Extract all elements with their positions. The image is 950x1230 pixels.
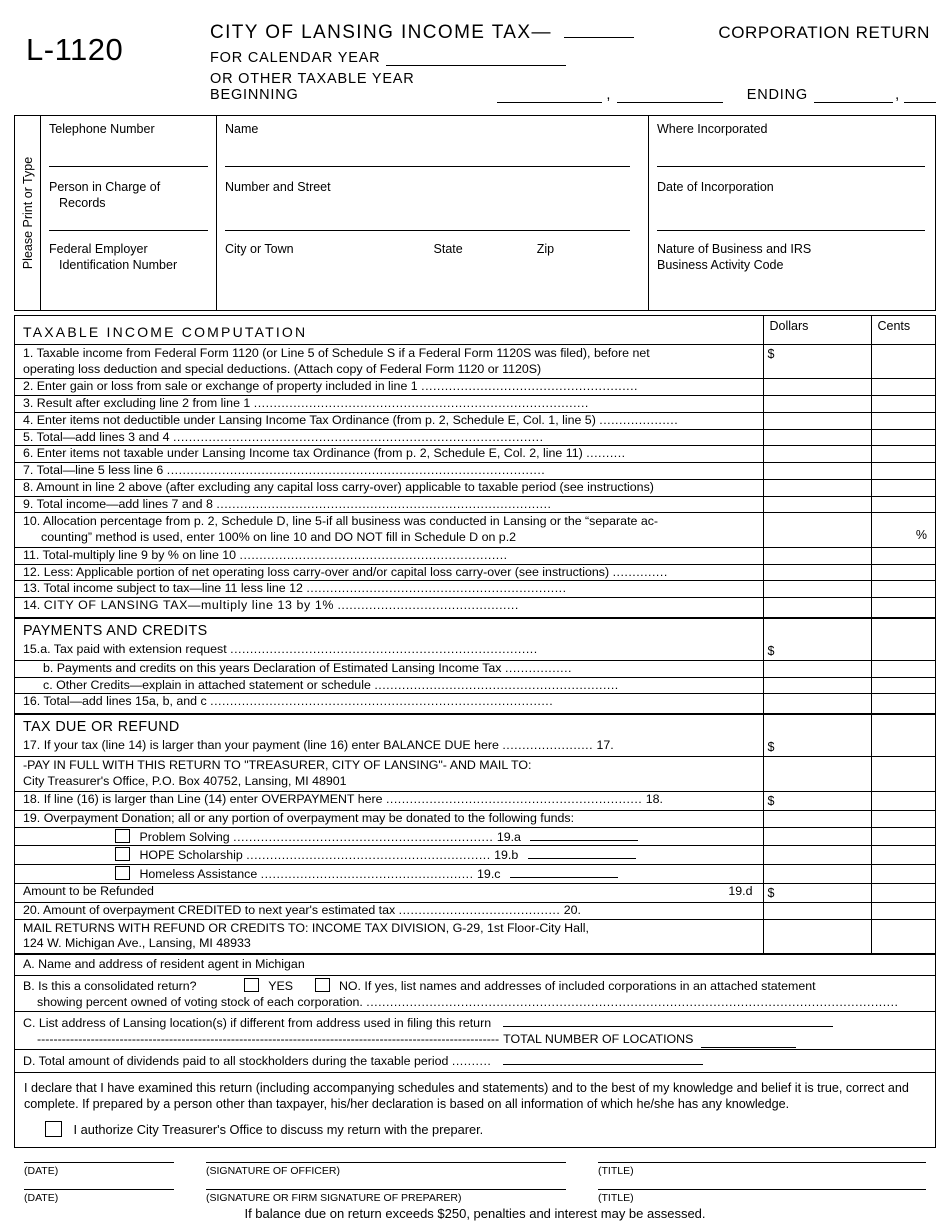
computation-box	[14, 315, 936, 1148]
homeless-assistance-amount-input[interactable]	[510, 865, 618, 878]
begin-year-input[interactable]	[617, 88, 723, 103]
donation-label: Problem Solving	[139, 829, 230, 844]
line19b-cents-input[interactable]	[871, 846, 935, 865]
line15a-cents-input[interactable]	[871, 642, 935, 661]
officer-signature-label: (SIGNATURE OF OFFICER)	[206, 1165, 340, 1178]
where-incorporated-cell[interactable]	[649, 116, 935, 174]
total-locations-input[interactable]	[701, 1035, 796, 1048]
question-b-label: B. Is this a consolidated return?	[23, 978, 197, 993]
line19c-cents-input[interactable]	[871, 865, 935, 884]
line14-cents-input[interactable]	[871, 598, 935, 618]
line-text: Other Credits—explain in attached statement or schedule	[56, 677, 371, 692]
line-text: Less: Applicable portion of net operating loss carry-over and/or capital loss carry-over (see instructions)	[43, 564, 610, 579]
line-text: CITY OF LANSING TAX—multiply line 13 by 1%	[43, 598, 334, 613]
ending-label: ENDING	[746, 87, 808, 103]
person-in-charge-label: Person in Charge of	[49, 180, 161, 194]
line20-dollars-input[interactable]	[763, 902, 871, 919]
question-c-label: C. List address of Lansing location(s) if different from address used in filing this return	[23, 1016, 492, 1031]
line20-ref: 20.	[563, 902, 581, 917]
line11-dollars-input[interactable]	[763, 547, 871, 564]
leader-dots	[157, 884, 161, 898]
taxdue-dollars-spacer	[763, 715, 871, 739]
question-c-total	[15, 1032, 935, 1050]
telephone-cell[interactable]	[41, 116, 216, 174]
line-no: 4.	[23, 412, 34, 427]
line-no: 20.	[23, 902, 41, 917]
line-no: b.	[43, 660, 54, 675]
leader-dots: ..................................................................	[233, 829, 494, 844]
problem-solving-amount-input[interactable]	[530, 828, 638, 841]
form-header	[14, 0, 936, 103]
officer-signature-field[interactable]	[206, 1162, 566, 1177]
dollar-sign: $	[767, 740, 775, 755]
mail-cents-cell[interactable]	[871, 919, 935, 954]
line17-cents-input[interactable]	[871, 738, 935, 757]
refund-ref: 19.d	[728, 883, 753, 898]
form-title: CITY OF LANSING INCOME TAX—	[210, 22, 552, 43]
line18-ref: 18.	[645, 791, 663, 806]
authorize-preparer-label: I authorize City Treasurer's Office to discuss my return with the preparer.	[73, 1122, 484, 1138]
declaration-text: I declare that I have examined this return (including accompanying schedules and statements) and to the best of my knowledge and belief it is true, correct and complete. If prepared by a person other than taxpayer, his/her declaration is based on all information of which he/she has any knowledge.	[24, 1080, 909, 1112]
line-no: 12.	[23, 564, 41, 579]
calendar-year-label: FOR CALENDAR YEAR	[210, 50, 381, 66]
leader-dots: ..............................................................................	[230, 641, 538, 656]
consolidated-no-checkbox[interactable]	[315, 978, 330, 992]
tax-due-refund-table	[15, 714, 935, 954]
begin-comma: ,	[606, 87, 612, 103]
cents-column-header: Cents	[871, 316, 935, 344]
payinfull-cents-cell[interactable]	[871, 757, 935, 792]
question-d-label: D. Total amount of dividends paid to all stockholders during the taxable period	[23, 1053, 449, 1068]
problem-solving-checkbox[interactable]	[115, 829, 130, 843]
line19-dollars-cell[interactable]	[763, 810, 871, 827]
line20-cents-input[interactable]	[871, 902, 935, 919]
title-1-label: (TITLE)	[598, 1165, 634, 1178]
line19b-dollars-input[interactable]	[763, 846, 871, 865]
line-no: 19.	[23, 810, 41, 825]
tax-due-heading: TAX DUE OR REFUND	[23, 719, 180, 736]
dollar-sign: $	[767, 643, 775, 658]
date-1-field[interactable]	[24, 1162, 174, 1177]
payments-credits-table	[15, 618, 935, 714]
line-text: Result after excluding line 2 from line 1	[36, 396, 251, 411]
question-c	[15, 1012, 935, 1032]
line19d-dollars-input[interactable]	[763, 883, 871, 902]
line2-cents-input[interactable]	[871, 379, 935, 396]
mail-dollars-cell[interactable]	[763, 919, 871, 954]
line-text: Total income subject to tax—line 11 less line 12	[43, 581, 303, 596]
dollars-column-header: Dollars	[763, 316, 871, 344]
date-incorporation-cell[interactable]	[649, 174, 935, 236]
state-label: State	[433, 242, 463, 256]
line15b-dollars-input[interactable]	[763, 660, 871, 677]
line-no: 3.	[23, 396, 34, 411]
line1-cents-input[interactable]	[871, 344, 935, 379]
line6-dollars-input[interactable]	[763, 446, 871, 463]
consolidated-no-label: NO. If yes, list names and addresses of included corporations in an attached statement	[338, 978, 816, 993]
line17-dollars-input[interactable]	[763, 738, 871, 757]
line-no: 18.	[23, 791, 41, 806]
line-no: 13.	[23, 581, 41, 596]
line-no: 2.	[23, 379, 34, 394]
dollar-sign: $	[767, 885, 775, 900]
line16-cents-input[interactable]	[871, 694, 935, 714]
line15a-dollars-input[interactable]	[763, 642, 871, 661]
line-text: Total-multiply line 9 by % on line 10	[42, 547, 237, 562]
line16-dollars-input[interactable]	[763, 694, 871, 714]
donation-label: Homeless Assistance	[139, 867, 258, 882]
line-no: 7.	[23, 463, 34, 478]
payments-cents-spacer	[871, 618, 935, 642]
city-label: City or Town	[225, 242, 294, 256]
zip-label: Zip	[536, 242, 555, 256]
question-b-cont-label: showing percent owned of voting stock of each corporation.	[37, 994, 363, 1009]
line-text: operating loss deduction and special deductions. (Attach copy of Federal Form 1120 or 1120S)	[23, 361, 542, 376]
line6-cents-input[interactable]	[871, 446, 935, 463]
line8-cents-input[interactable]	[871, 479, 935, 496]
line13-cents-input[interactable]	[871, 581, 935, 598]
taxable-income-heading: TAXABLE INCOME COMPUTATION	[23, 324, 308, 340]
dollar-sign: $	[767, 346, 775, 361]
line-no: 14.	[23, 598, 41, 613]
line-text: Total income—add lines 7 and 8	[36, 496, 213, 511]
total-locations-label: TOTAL NUMBER OF LOCATIONS	[503, 1032, 694, 1047]
amount-refunded-label: Amount to be Refunded	[23, 883, 154, 898]
name-label: Name	[225, 122, 259, 136]
signature-row-2	[14, 1189, 936, 1204]
line-text: Payments and credits on this years Declaration of Estimated Lansing Income Tax	[56, 660, 502, 675]
line11-cents-input[interactable]	[871, 547, 935, 564]
name-cell[interactable]	[217, 116, 648, 174]
street-label: Number and Street	[225, 180, 331, 194]
line18-dollars-input[interactable]	[763, 791, 871, 810]
question-a	[15, 955, 935, 976]
end-comma: ,	[895, 87, 900, 103]
line-no: 8.	[23, 479, 34, 494]
line-no: 17.	[23, 738, 41, 753]
line-text: Allocation percentage from p. 2, Schedule D, line 5-if all business was conducted in Lansing or the “separate ac-	[43, 514, 659, 529]
fein-label: Federal Employer	[49, 242, 148, 256]
line-text: Tax paid with extension request	[53, 641, 227, 656]
percent-sign: %	[915, 528, 927, 543]
preparer-signature-label: (SIGNATURE OR FIRM SIGNATURE OF PREPARER)	[206, 1192, 462, 1205]
form-number: L-1120	[26, 32, 124, 67]
authorize-preparer-checkbox[interactable]	[45, 1121, 62, 1137]
person-in-charge-label2: Records	[59, 195, 106, 210]
other-year-label: OR OTHER TAXABLE YEAR BEGINNING	[210, 71, 415, 103]
leader-dots: .....................................................................................	[216, 496, 552, 511]
leader-dots: ..............................................	[337, 598, 519, 613]
line-text: Total—line 5 less line 6	[36, 463, 164, 478]
payinfull-dollars-cell[interactable]	[763, 757, 871, 792]
taxpayer-info-box	[14, 115, 936, 311]
line10-percent-cell[interactable]	[871, 513, 935, 548]
homeless-assistance-checkbox[interactable]	[115, 866, 130, 880]
line4-cents-input[interactable]	[871, 412, 935, 429]
mail-returns-address: 124 W. Michigan Ave., Lansing, MI 48933	[23, 936, 251, 951]
questions-section	[15, 954, 935, 1073]
leader-dots: ..................................................................	[306, 581, 567, 596]
preparer-signature-field[interactable]	[206, 1189, 566, 1204]
line7-cents-input[interactable]	[871, 463, 935, 480]
line-text: If line (16) is larger than Line (14) enter OVERPAYMENT here	[43, 791, 383, 806]
date-2-label: (DATE)	[24, 1192, 59, 1205]
line14-dollars-input[interactable]	[763, 598, 871, 618]
leader-dots: ..............................................................................................	[172, 429, 544, 444]
question-d	[15, 1050, 935, 1073]
line17-ref: 17.	[596, 738, 614, 753]
line5-cents-input[interactable]	[871, 429, 935, 446]
leader-dots: ....................................................................	[239, 547, 508, 562]
line3-cents-input[interactable]	[871, 396, 935, 413]
dash-leader: ----------------------------------------------------------------------------------------------------------------	[37, 1032, 500, 1047]
line-no: 11.	[23, 547, 40, 562]
line15c-dollars-input[interactable]	[763, 677, 871, 694]
line19a-dollars-input[interactable]	[763, 827, 871, 846]
end-date-input[interactable]	[814, 88, 893, 103]
donation-label: HOPE Scholarship	[139, 848, 243, 863]
line19c-dollars-input[interactable]	[763, 865, 871, 884]
line19a-cents-input[interactable]	[871, 827, 935, 846]
title-2-label: (TITLE)	[598, 1192, 634, 1205]
line10-dollars-input[interactable]	[763, 513, 871, 548]
line13-dollars-input[interactable]	[763, 581, 871, 598]
leader-dots: ..............................................................	[374, 677, 619, 692]
leader-dots: ..........	[451, 1053, 492, 1068]
consolidated-yes-label: YES	[268, 978, 294, 993]
title-1-field[interactable]	[598, 1162, 926, 1177]
donation-ref: 19.b	[494, 848, 519, 863]
line15c-cents-input[interactable]	[871, 677, 935, 694]
line-no: c.	[43, 677, 53, 692]
telephone-label: Telephone Number	[49, 122, 155, 136]
line1-dollars-input[interactable]	[763, 344, 871, 379]
fein-cell[interactable]	[41, 236, 216, 306]
nature-business-label2: Business Activity Code	[657, 257, 784, 272]
line9-cents-input[interactable]	[871, 496, 935, 513]
line-text: Total—add lines 3 and 4	[36, 429, 170, 444]
line3-dollars-input[interactable]	[763, 396, 871, 413]
nature-business-label: Nature of Business and IRS	[657, 242, 812, 256]
title-blank-line[interactable]	[564, 25, 634, 38]
date-incorporation-label: Date of Incorporation	[657, 180, 774, 194]
line-text: Enter items not deductible under Lansing Income Tax Ordinance (from p. 2, Schedule E, Col. 1, line 5)	[36, 412, 596, 427]
info-center-column	[217, 116, 649, 310]
question-a-label: A. Name and address of resident agent in Michigan	[23, 957, 305, 972]
leader-dots: .................	[504, 660, 572, 675]
leader-dots: .....................................................................................	[253, 396, 589, 411]
payments-dollars-spacer	[763, 618, 871, 642]
leader-dots: ................................................................................................	[166, 463, 546, 478]
pay-in-full-note: -PAY IN FULL WITH THIS RETURN TO "TREASURER, CITY OF LANSING"- AND MAIL TO:	[23, 758, 532, 773]
line-text: If your tax (line 14) is larger than your payment (line 16) enter BALANCE DUE here	[43, 738, 499, 753]
line7-dollars-input[interactable]	[763, 463, 871, 480]
begin-date-input[interactable]	[497, 88, 603, 103]
question-b-continued	[15, 995, 935, 1013]
mail-returns-note: MAIL RETURNS WITH REFUND OR CREDITS TO: INCOME TAX DIVISION, G-29, 1st Floor-City Hall,	[23, 920, 589, 935]
where-incorporated-label: Where Incorporated	[657, 122, 768, 136]
leader-dots: ......................................................	[260, 867, 474, 882]
line-no: 9.	[23, 496, 34, 511]
line2-dollars-input[interactable]	[763, 379, 871, 396]
line-no: 5.	[23, 429, 34, 444]
line19-cents-cell[interactable]	[871, 810, 935, 827]
donation-ref: 19.c	[477, 867, 501, 882]
hope-scholarship-checkbox[interactable]	[115, 847, 130, 861]
line-text: Amount in line 2 above (after excluding any capital loss carry-over) applicable to taxable period (see instructions)	[36, 479, 654, 494]
leader-dots: ..........	[586, 446, 626, 461]
line19d-cents-input[interactable]	[871, 883, 935, 902]
question-b	[15, 976, 935, 995]
donation-ref: 19.a	[496, 829, 521, 844]
line-no: 1.	[23, 345, 34, 360]
nature-business-cell[interactable]	[649, 236, 935, 306]
end-year-input[interactable]	[904, 88, 936, 103]
line12-dollars-input[interactable]	[763, 564, 871, 581]
leader-dots: .......................................................	[421, 379, 638, 394]
taxdue-cents-spacer	[871, 715, 935, 739]
line-no: 16.	[23, 694, 41, 709]
authorize-row[interactable]	[15, 1117, 935, 1147]
payments-heading: PAYMENTS AND CREDITS	[23, 622, 208, 639]
leader-dots: .........................................	[398, 902, 561, 917]
print-or-type-label: Please Print or Type	[15, 116, 41, 310]
calendar-year-input[interactable]	[386, 51, 566, 66]
line18-cents-input[interactable]	[871, 791, 935, 810]
leader-dots: ..............	[612, 564, 668, 579]
street-cell[interactable]	[217, 174, 648, 236]
line-text: Enter gain or loss from sale or exchange of property included in line 1	[36, 379, 418, 394]
info-left-column	[41, 116, 217, 310]
city-state-zip-cell[interactable]	[217, 236, 648, 306]
hope-scholarship-amount-input[interactable]	[528, 846, 636, 859]
line-text: Amount of overpayment CREDITED to next year's estimated tax	[43, 902, 396, 917]
title-2-field[interactable]	[598, 1189, 926, 1204]
line-text: Overpayment Donation; all or any portion of overpayment may be donated to the following funds:	[43, 810, 575, 825]
taxable-income-table	[15, 316, 935, 618]
date-2-field[interactable]	[24, 1189, 174, 1204]
line9-dollars-input[interactable]	[763, 496, 871, 513]
line15b-cents-input[interactable]	[871, 660, 935, 677]
line4-dollars-input[interactable]	[763, 412, 871, 429]
info-right-column	[649, 116, 935, 310]
dividends-amount-input[interactable]	[503, 1052, 703, 1065]
leader-dots: .......................................................................................................................................	[366, 994, 899, 1009]
leader-dots: ....................	[599, 412, 679, 427]
consolidated-yes-checkbox[interactable]	[244, 978, 259, 992]
dollar-sign: $	[767, 793, 775, 808]
line-text: Taxable income from Federal Form 1120 (or Line 5 of Schedule S if a Federal Form 1120S was filed), before net	[36, 345, 650, 360]
signature-row-1	[14, 1162, 936, 1177]
line-no: 6.	[23, 446, 34, 461]
leader-dots: .................................................................	[385, 791, 643, 806]
treasurer-address: City Treasurer's Office, P.O. Box 40752, Lansing, MI 48901	[23, 774, 347, 789]
line-text: Enter items not taxable under Lansing Income tax Ordinance (from p. 2, Schedule E, Col. 2, line 11)	[36, 446, 583, 461]
leader-dots: .......................................................................................	[210, 694, 554, 709]
line-no: 10.	[23, 514, 41, 529]
lansing-locations-input[interactable]	[503, 1014, 833, 1027]
leader-dots: .......................	[502, 738, 594, 753]
footer-note: If balance due on return exceeds $250, penalties and interest may be assessed.	[244, 1206, 706, 1222]
return-type-label: CORPORATION RETURN	[718, 23, 930, 42]
line-text: Total—add lines 15a, b, and c	[43, 694, 207, 709]
leader-dots	[519, 530, 531, 544]
line5-dollars-input[interactable]	[763, 429, 871, 446]
line-no: 15.a.	[23, 641, 51, 656]
line-text: counting” method is used, enter 100% on line 10 and DO NOT fill in Schedule D on p.2	[41, 530, 517, 545]
person-in-charge-cell[interactable]	[41, 174, 216, 236]
fein-label2: Identification Number	[59, 257, 178, 272]
date-1-label: (DATE)	[24, 1165, 59, 1178]
leader-dots: ..............................................................	[246, 848, 491, 863]
line12-cents-input[interactable]	[871, 564, 935, 581]
line8-dollars-input[interactable]	[763, 479, 871, 496]
